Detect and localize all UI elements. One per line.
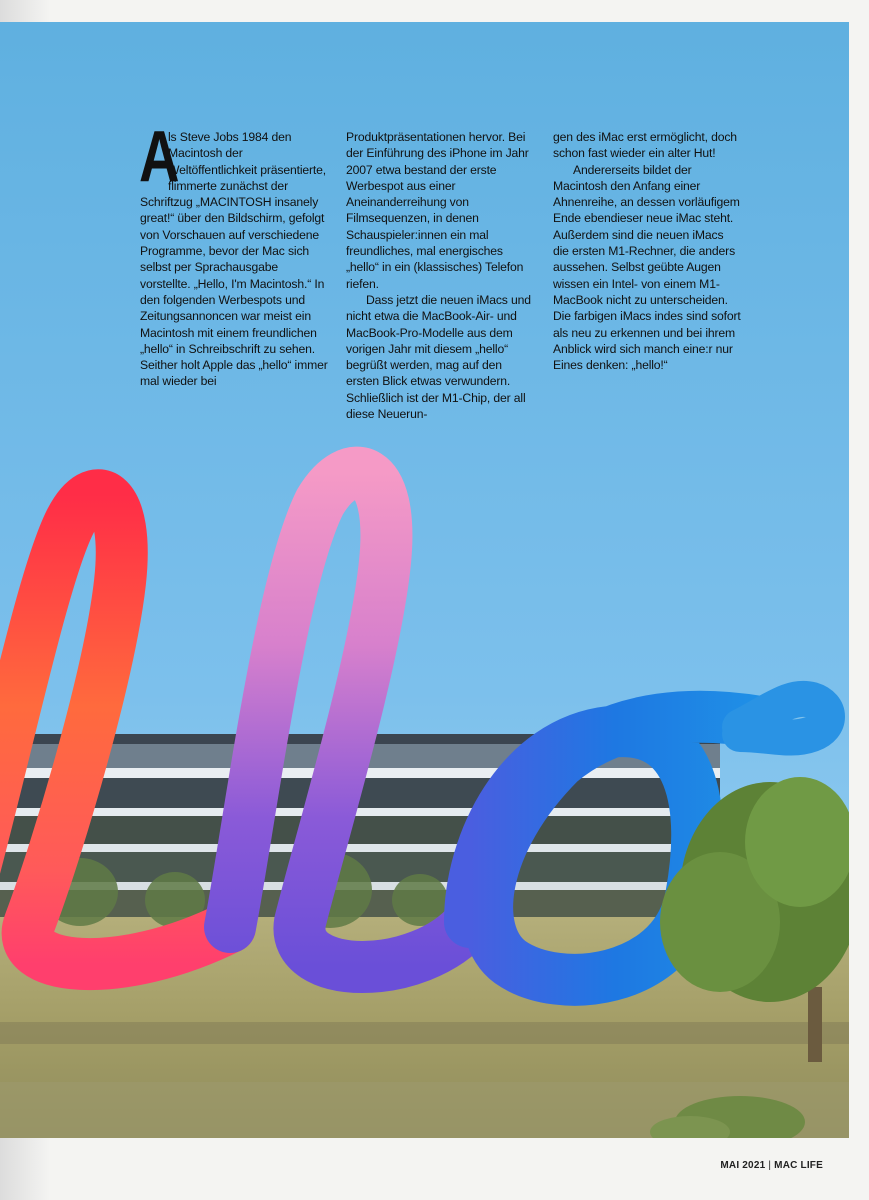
article-paragraph: Produktpräsentationen hervor. Bei der Einführung des iPhone im Jahr 2007 etwa bestand der erste Werbespot aus einer Aneinanderreihung von Filmsequenzen, in denen Schauspieler:innen ein mal freundliches, mal energisches „hello“ in ein (klassisches) Telefon riefen.	[346, 130, 529, 291]
article-column-2	[346, 129, 534, 422]
paragraph-text: ls Steve Jobs 1984 den Macintosh der Weltöffentlichkeit präsentierte, flimmerte zunächst der Schriftzug „MACINTOSH insanely great!“ über den Bildschirm, gefolgt von Vorschauen auf verschiedene Programme, bevor der Mac sich selbst per Sprachausgabe vorstellte. „Hello, I'm Macintosh.“ In den folgenden Werbespots und Zeitungsannoncen war meist ein Macintosh mit einem freundlichen „hello“ in Schreibschrift zu sehen. Seither holt Apple das „hello“ immer mal wieder bei	[140, 130, 328, 389]
article-paragraph: Dass jetzt die neuen iMacs und nicht etwa die MacBook-Air- und MacBook-Pro-Modelle aus dem vorigen Jahr mit diesem „hello“ begrüßt werden, mag auf den ersten Blick etwas verwundern. Schließlich ist der M1-Chip, der all diese Neuerun-	[346, 292, 531, 422]
issue-date: MAI 2021	[720, 1160, 766, 1171]
article-paragraph: Andererseits bildet der Macintosh den Anfang einer Ahnenreihe, an dessen vorläufigem Ende ebendieser neue iMac steht. Außerdem sind die neuen iMacs die ersten M1-Rechner, die anders aussehen. Selbst geübte Augen wissen ein Intel- von einem M1-MacBook nicht zu unterscheiden. Die farbigen iMacs indes sind sofort als neu zu erkennen und bei ihrem Anblick wird sich manch eine:r nur Eines denken: „hello!“	[553, 162, 741, 373]
page-footer	[720, 1160, 823, 1171]
article-paragraph: gen des iMac erst ermöglicht, doch schon fast wieder ein alter Hut!	[553, 130, 737, 161]
drop-cap: A	[139, 117, 180, 197]
article-paragraph	[139, 117, 328, 390]
article-column-3	[553, 129, 741, 373]
magazine-name: MAC LIFE	[774, 1160, 823, 1171]
footer-separator: |	[768, 1160, 772, 1171]
article-column-1	[139, 117, 328, 390]
